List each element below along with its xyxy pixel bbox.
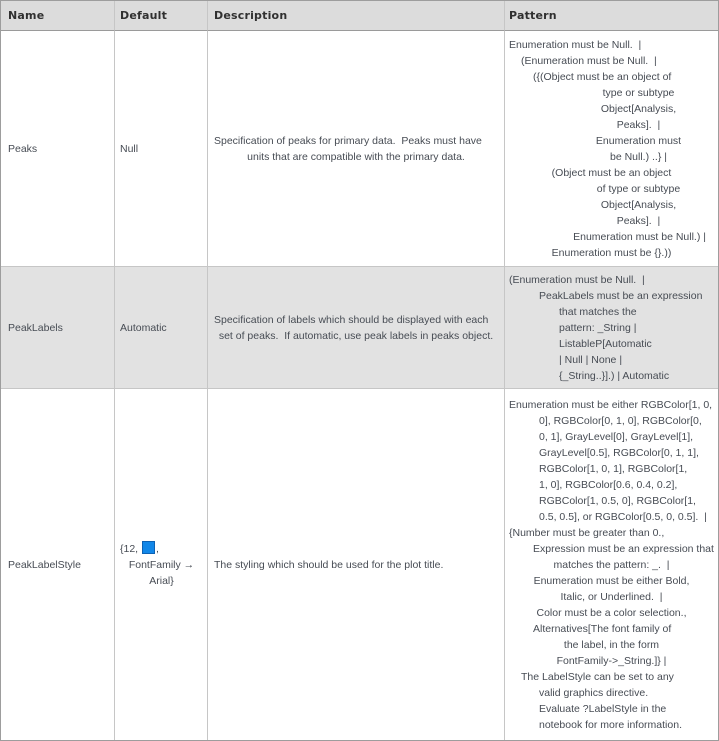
option-default	[120, 541, 203, 589]
option-name: PeakLabels	[8, 321, 63, 334]
text-line: that matches the	[559, 305, 637, 318]
text-line: GrayLevel[0.5], RGBColor[0, 1, 1],	[539, 446, 699, 459]
text-line: Specification of labels which should be displayed with each	[214, 313, 489, 326]
text-line: Enumeration must be Null.) |	[573, 230, 706, 243]
text-line: Enumeration must	[595, 134, 682, 147]
row-peaklabelstyle-pattern-cell	[505, 389, 718, 740]
text-line: Enumeration must be either Bold,	[533, 574, 690, 587]
row-peaklabelstyle-description-cell	[208, 389, 505, 740]
text-line: be Null.) ..} |	[609, 150, 667, 163]
header-cell-default	[115, 1, 208, 31]
text-line: (Enumeration must be Null. |	[509, 273, 645, 286]
header-cell-pattern	[505, 1, 718, 31]
row-peaklabelstyle-name-cell	[1, 389, 115, 740]
text-line: | Null | None |	[559, 353, 623, 366]
option-description	[214, 133, 498, 165]
text-line: Object[Analysis,	[600, 102, 677, 115]
text-line: Automatic	[120, 321, 167, 334]
header-description-label: Description	[214, 8, 288, 22]
text-line: {_String..}].) | Automatic	[559, 369, 670, 382]
text-line: 0, 1], GrayLevel[0], GrayLevel[1],	[539, 430, 694, 443]
row-peaks-description-cell	[208, 31, 505, 267]
text-line: units that are compatible with the primary data.	[247, 150, 465, 163]
text-line: The styling which should be used for the plot title.	[214, 558, 444, 571]
text-line: ({(Object must be an object of	[533, 70, 672, 83]
text-line: the label, in the form	[563, 638, 660, 651]
text-line: {12, ,	[120, 542, 159, 555]
text-line: 0.5, 0.5], or RGBColor[0.5, 0, 0.5]. |	[539, 510, 707, 523]
text-line: FontFamily->_String.]} |	[556, 654, 667, 667]
text-line: {Number must be greater than 0.,	[509, 526, 665, 539]
row-peaklabels-default-cell	[115, 267, 208, 389]
row-peaklabels-description-cell	[208, 267, 505, 389]
row-peaks-name-cell	[1, 31, 115, 267]
option-name: Peaks	[8, 142, 38, 155]
header-default-label: Default	[120, 8, 168, 22]
text-line: The LabelStyle can be set to any	[521, 670, 674, 683]
text-line: Specification of peaks for primary data. Peaks must have	[214, 134, 482, 147]
header-name-label: Name	[8, 8, 45, 22]
header-cell-name	[1, 1, 115, 31]
text-line: ListableP[Automatic	[559, 337, 652, 350]
row-peaklabels-pattern-cell	[505, 267, 718, 389]
text-line: RGBColor[1, 0, 1], RGBColor[1,	[539, 462, 688, 475]
option-pattern	[509, 37, 714, 261]
text-line: type or subtype	[602, 86, 675, 99]
row-peaks-pattern-cell	[505, 31, 718, 267]
text-line: Null	[120, 142, 139, 155]
text-line: valid graphics directive.	[539, 686, 649, 699]
text-line: (Enumeration must be Null. |	[521, 54, 657, 67]
text-line: set of peaks. If automatic, use peak labels in peaks object.	[218, 329, 494, 342]
text-line: FontFamily →	[128, 558, 195, 571]
text-line: (Object must be an object	[551, 166, 672, 179]
text-line: notebook for more information.	[539, 718, 682, 731]
text-line: 1, 0], RGBColor[0.6, 0.4, 0.2],	[539, 478, 678, 491]
text-line: matches the pattern: _. |	[553, 558, 670, 571]
row-peaklabelstyle-default-cell	[115, 389, 208, 740]
text-line: of type or subtype	[596, 182, 681, 195]
color-swatch-icon	[142, 541, 155, 554]
header-pattern-label: Pattern	[509, 8, 557, 22]
text-line: Object[Analysis,	[600, 198, 677, 211]
text-line: Enumeration must be {}.))	[551, 246, 672, 259]
text-line: Evaluate ?LabelStyle in the	[539, 702, 667, 715]
option-default	[120, 320, 203, 336]
text-line: 0], RGBColor[0, 1, 0], RGBColor[0,	[539, 414, 702, 427]
text-line: Arial}	[149, 574, 174, 587]
text-line: Alternatives[The font family of	[533, 622, 672, 635]
text-line: Color must be a color selection.,	[536, 606, 687, 619]
row-peaklabels-name-cell	[1, 267, 115, 389]
option-pattern	[509, 397, 714, 733]
option-description	[214, 557, 498, 573]
row-peaks-default-cell	[115, 31, 208, 267]
text-line: Enumeration must be either RGBColor[1, 0,	[509, 398, 713, 411]
option-default	[120, 141, 203, 157]
header-cell-description	[208, 1, 505, 31]
option-description	[214, 312, 498, 344]
text-line: Italic, or Underlined. |	[560, 590, 663, 603]
text-line: pattern: _String |	[559, 321, 637, 334]
text-line: Enumeration must be Null. |	[509, 38, 642, 51]
text-line: RGBColor[1, 0.5, 0], RGBColor[1,	[539, 494, 696, 507]
option-name: PeakLabelStyle	[8, 558, 81, 571]
text-line: Expression must be an expression that	[533, 542, 714, 555]
text-line: PeakLabels must be an expression	[539, 289, 703, 302]
text-line: Peaks]. |	[616, 118, 661, 131]
option-pattern	[509, 272, 714, 384]
text-line: Peaks]. |	[616, 214, 661, 227]
